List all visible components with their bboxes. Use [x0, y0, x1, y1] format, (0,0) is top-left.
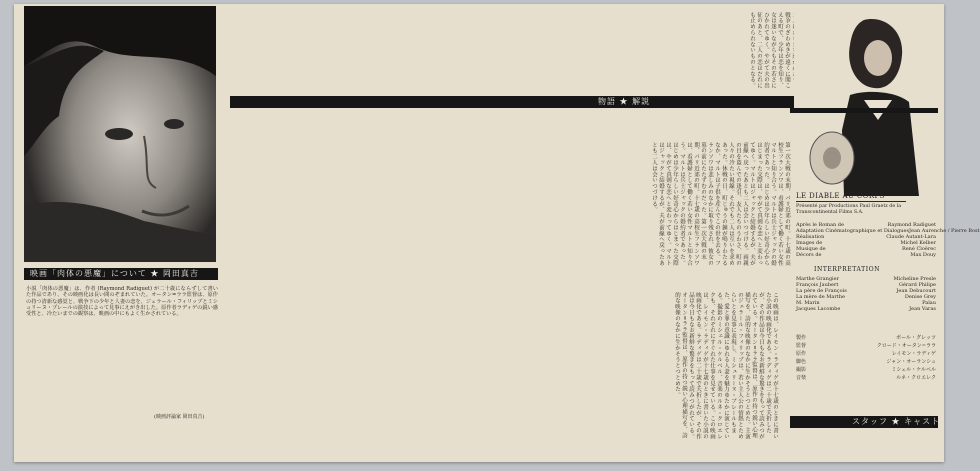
cast-row: Marthe Grangier Micheline Presle	[796, 276, 936, 282]
credit-row: Musique de René Cloërec	[796, 246, 936, 252]
cast-row: Jacques Lacombe Jean Varas	[796, 306, 936, 312]
article-body: 小説「肉体の悪魔」は、作者 (Raymond Radiguet) が二十歳にならずして書いた作品であり、その映画化は長い間のぞまれていた。オータン=ララ監督は、原作の持つ清新な感覚と、戦争下の少年と人妻の恋を、ジェラール・フィリップとミシュリーヌ・プレールの演技によって見事にえがき出した。原作者ラディゲの鋭い感受性と、冷たいまでの観察は、映画の中にもよく生かされている。	[26, 286, 218, 318]
body-text-top: 戦争のざわめきが遠くに聞こえる町で、少年は恋を知り、女は迷いながらもその若さにひかれてゆく。やがて夫の出征のあと、二人の恋はだれにも止められないものとなる。	[749, 12, 790, 89]
actor-portrait-image	[24, 6, 216, 262]
story-commentary-label: 物語 ★ 解説	[598, 97, 651, 106]
body-text-lower: この映画は、レイモン・ラディゲが十七歳のときに書いた小説の映画化である。ラディゲは二十歳で夭折したが、その作品は今日もなお新鮮な驚きをもって読みつがれている。オータン=ララ監督は、原作の持つ鋭い心理描写を、詩的な映像のなかに生かそうとつとめた。主演のジェラール・フィリップは、若い主人公の情熱とためらいとを見事に表現し、ミシュリーヌ・プレールもまた、愛と罪の意識にゆれる人妻を魅力ゆたかに演じている。撮影のミシェル・ケルベル、音楽のルネ・クロエレクも、それぞれにすぐれた仕事を見せている。この映画は、レイモン・ラディゲが十七歳のときに書いた小説の映画化である。ラディゲは二十歳で夭折したが、その作品は今日もなお新鮮な驚きをもって読みつがれている。オータン=ララ監督は、原作の持つ鋭い心理描写を、詩的な映像のなかに生かそうとつとめた。	[674, 292, 778, 440]
production-line: Présenté par Productions Paul Graetz de la Transcontinental Films S.A.	[796, 204, 902, 215]
cast-list	[796, 276, 936, 312]
actress-image	[794, 10, 944, 196]
japan-staff-list	[796, 334, 936, 382]
interpretation-title: INTERPRETATION	[814, 266, 881, 273]
staff-cast-bar	[790, 416, 941, 428]
staff-row: 撮影 ミシェル・ケルベル	[796, 367, 936, 373]
film-title: LE DIABLE AU CORPS	[796, 192, 885, 200]
poster-side-bar	[790, 108, 938, 113]
actress-photo	[794, 10, 944, 196]
staff-cast-label: スタッフ ★ キャスト	[852, 417, 941, 426]
credit-row: Réalisation Claude Autant-Lara	[796, 234, 936, 240]
actor-portrait-photo	[24, 6, 216, 262]
cast-row: La père de François Jean Debucourt	[796, 288, 936, 294]
article-title: 映画「肉体の悪魔」について ★ 岡田真吉	[30, 269, 199, 278]
body-text-middle: 第一次大戦の末期、パリ近郊の町。十七歳の高校生フランソワは、看護婦として働く若い女性マルトと知り合う。マルトは兵士ジャックの婚約者であった。はじめは少年らしい好奇心からはじまった交際は、やがて真剣な恋へと変わってゆく。マルトはジャックと結婚するが、夫が前線へ戻ったあとも二人は会いつづける。両親の目を盗んでの逢引、友人たちのうわさ、町の人々の冷たい視線。それでも二人は互いを求めあった。休戦の日、町じゅうの鐘が鳴りわたるなか、マルトは子供を産んでこの世を去る。フランソワは悲しみのなかに取り残され、彼女の墓の前にたたずむのだった。第一次大戦の末期、パリ近郊の町。十七歳の高校生フランソワは、看護婦として働く若い女性マルトと知り合う。マルトは兵士ジャックの婚約者であった。はじめは少年らしい好奇心からはじまった交際は、やがて真剣な恋へと変わってゆく。マルトはジャックと結婚するが、夫が前線へ戻ったあとも二人は会いつづける。	[651, 142, 790, 266]
staff-row: 脚色 ジャン・オーランシュ	[796, 359, 936, 365]
title-underline	[796, 201, 906, 202]
article-credit: (映画評論家 岡田真吉)	[154, 414, 205, 420]
credit-row: Décors de Max Douy	[796, 252, 936, 258]
staff-row: 監督 クロード・オータン=ララ	[796, 343, 936, 349]
cast-row: La mère de Marthe Denise Grey	[796, 294, 936, 300]
credits-list	[796, 222, 980, 258]
article-title-bar	[24, 268, 218, 280]
credit-row: Après le Roman de Raymond Radiguet	[796, 222, 936, 228]
program-spread	[14, 4, 980, 462]
cast-row: François Jaubert Gérard Philipe	[796, 282, 936, 288]
staff-row: 音楽 ルネ・クロエレク	[796, 375, 936, 381]
staff-row: 原作 レイモン・ラディゲ	[796, 351, 936, 357]
cast-row: M. Marin Palau	[796, 300, 936, 306]
credit-row: Adaptation Cinématographique et Dialogues Jean Aurenche / Pierre Bost	[796, 228, 980, 234]
credit-row: Images de Michel Kelber	[796, 240, 936, 246]
staff-row: 製作 ポール・グレッツ	[796, 335, 936, 341]
